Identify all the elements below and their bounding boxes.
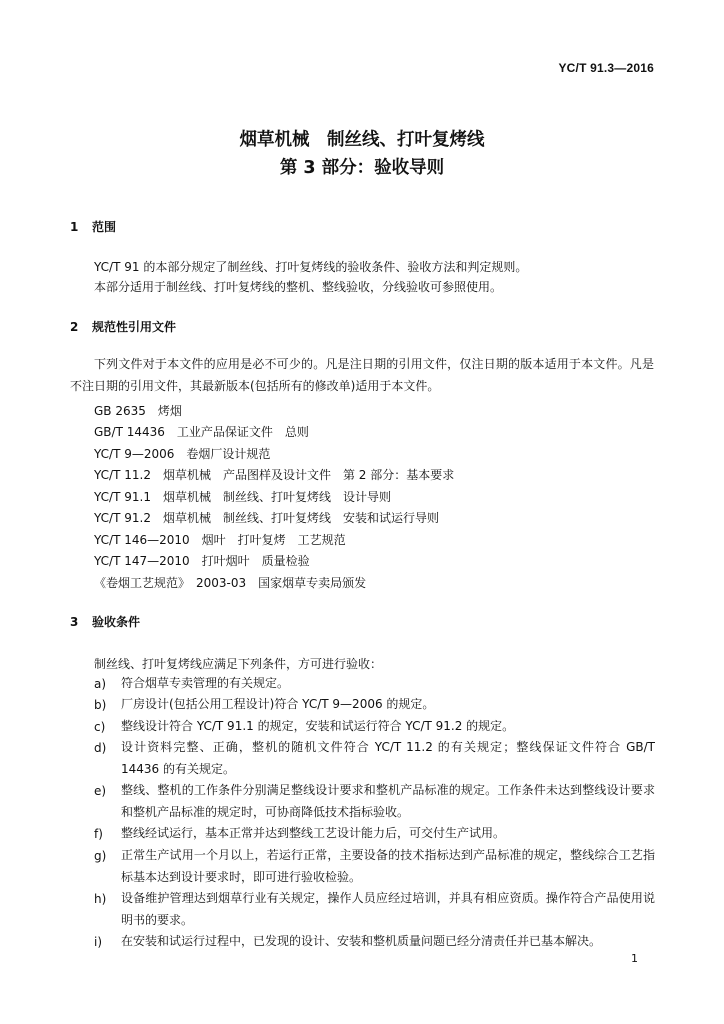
reference-item: GB/T 14436 工业产品保证文件 总则 xyxy=(94,425,309,439)
document-title: 烟草机械 制丝线、打叶复烤线 xyxy=(239,130,485,150)
list-item: 正常生产试用一个月以上，若运行正常，主要设备的技术指标达到产品标准的规定，整线综合工艺指标基本达到设计要求时，即可进行验收检验。 xyxy=(121,848,655,884)
list-item-label: a) xyxy=(94,677,107,691)
paragraph: 制丝线、打叶复烤线应满足下列条件，方可进行验收： xyxy=(94,657,383,671)
section-number: 1 xyxy=(70,220,79,234)
list-item: 整线、整机的工作条件分别满足整线设计要求和整机产品标准的规定。工作条件未达到整线设计要求和整机产品标准的规定时，可协商降低技术指标验收。 xyxy=(121,783,655,819)
section-number: 2 xyxy=(70,320,79,334)
list-item-label: e) xyxy=(94,784,107,798)
page-number: 1 xyxy=(631,952,638,965)
list-item-label: c) xyxy=(94,720,106,734)
list-item: 整线经试运行，基本正常并达到整线工艺设计能力后，可交付生产试用。 xyxy=(121,826,506,840)
reference-item: YC/T 146—2010 烟叶 打叶复烤 工艺规范 xyxy=(94,533,346,547)
reference-item: YC/T 91.1 烟草机械 制丝线、打叶复烤线 设计导则 xyxy=(94,490,391,504)
list-item: 设计资料完整、正确，整机的随机文件符合 YC/T 11.2 的有关规定；整线保证文件符合 GB/T 14436 的有关规定。 xyxy=(121,740,655,776)
reference-item: YC/T 91.2 烟草机械 制丝线、打叶复烤线 安装和试运行导则 xyxy=(94,511,439,525)
section-title: 验收条件 xyxy=(92,615,141,629)
list-item-label: g) xyxy=(94,849,107,863)
paragraph: YC/T 91 的本部分规定了制丝线、打叶复烤线的验收条件、验收方法和判定规则。 xyxy=(94,260,528,274)
reference-item: YC/T 147—2010 打叶烟叶 质量检验 xyxy=(94,554,310,568)
paragraph: 下列文件对于本文件的应用是必不可少的。凡是注日期的引用文件，仅注日期的版本适用于本文件。凡是不注日期的引用文件，其最新版本(包括所有的修改单)适用于本文件。 xyxy=(70,357,654,393)
list-item: 符合烟草专卖管理的有关规定。 xyxy=(121,676,290,690)
section-3-heading xyxy=(70,613,140,630)
list-item-label: f) xyxy=(94,827,103,841)
list-item-label: d) xyxy=(94,741,107,755)
section-title: 范围 xyxy=(92,220,117,234)
list-item: 设备维护管理达到烟草行业有关规定，操作人员应经过培训，并具有相应资质。操作符合产品使用说明书的要求。 xyxy=(121,891,655,927)
section-number: 3 xyxy=(70,615,79,629)
section-1-heading xyxy=(70,218,116,235)
list-item-label: i) xyxy=(94,935,103,949)
reference-item: YC/T 9—2006 卷烟厂设计规范 xyxy=(94,447,271,461)
list-item: 在安装和试运行过程中，已发现的设计、安装和整机质量问题已经分清责任并已基本解决。 xyxy=(121,934,602,948)
section-2-heading xyxy=(70,318,176,335)
document-subtitle: 第 3 部分：验收导则 xyxy=(279,158,445,178)
standard-code: YC/T 91.3—2016 xyxy=(558,61,654,75)
reference-item: 《卷烟工艺规范》 2003-03 国家烟草专卖局颁发 xyxy=(94,576,367,590)
list-item: 整线设计符合 YC/T 91.1 的规定，安装和试运行符合 YC/T 91.2 的规定。 xyxy=(121,719,515,733)
section-title: 规范性引用文件 xyxy=(92,320,177,334)
list-item-label: h) xyxy=(94,892,107,906)
reference-item: GB 2635 烤烟 xyxy=(94,404,182,418)
paragraph: 本部分适用于制丝线、打叶复烤线的整机、整线验收，分线验收可参照使用。 xyxy=(94,280,503,294)
list-item: 厂房设计(包括公用工程设计)符合 YC/T 9—2006 的规定。 xyxy=(121,697,435,711)
reference-item: YC/T 11.2 烟草机械 产品图样及设计文件 第 2 部分：基本要求 xyxy=(94,468,455,482)
list-item-label: b) xyxy=(94,698,107,712)
